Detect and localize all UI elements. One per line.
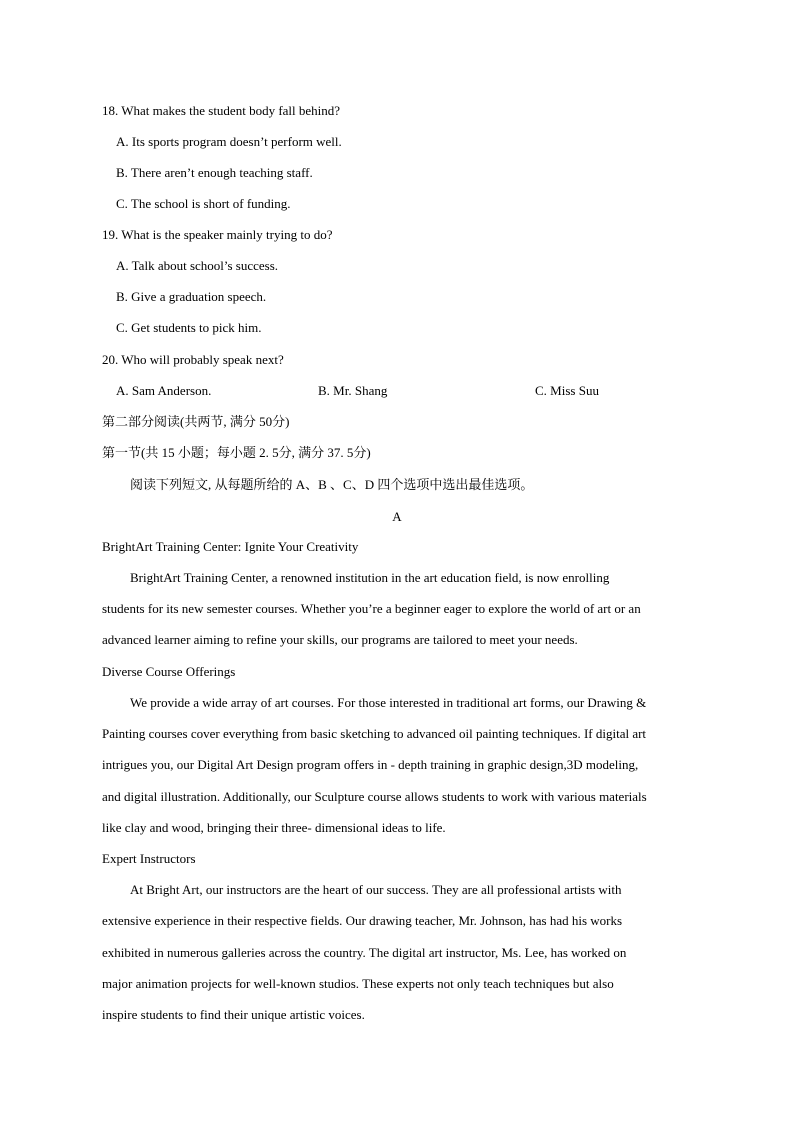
- intro-line-3: advanced learner aiming to refine your skills, our programs are tailored to meet your needs.: [102, 632, 578, 647]
- question-19-stem: 19. What is the speaker mainly trying to do?: [102, 227, 333, 242]
- courses-heading: Diverse Course Offerings: [102, 664, 236, 679]
- section-instruction: 阅读下列短文, 从每题所给的 A、B 、C、D 四个选项中选出最佳选项。: [130, 477, 534, 492]
- question-20-option-c: C. Miss Suu: [535, 383, 599, 398]
- section-title: 第一节(共 15 小题；每小题 2. 5分, 满分 37. 5分): [102, 445, 371, 460]
- question-18-option-a: A. Its sports program doesn’t perform well.: [116, 134, 342, 149]
- instructors-line-1: At Bright Art, our instructors are the heart of our success. They are all professional artists with: [130, 882, 622, 897]
- question-18-option-b: B. There aren’t enough teaching staff.: [116, 165, 313, 180]
- passage-title: BrightArt Training Center: Ignite Your Creativity: [102, 539, 359, 554]
- courses-line-4: and digital illustration. Additionally, our Sculpture course allows students to work with various materials: [102, 789, 647, 804]
- courses-line-1: We provide a wide array of art courses. For those interested in traditional art forms, our Drawing &: [130, 695, 647, 710]
- question-20-option-b: B. Mr. Shang: [318, 383, 388, 398]
- part-title: 第二部分阅读(共两节, 满分 50分): [102, 414, 290, 429]
- intro-line-2: students for its new semester courses. Whether you’re a beginner eager to explore the world of art or an: [102, 601, 641, 616]
- intro-line-1: BrightArt Training Center, a renowned institution in the art education field, is now enrolling: [130, 570, 610, 585]
- instructors-line-3: exhibited in numerous galleries across the country. The digital art instructor, Ms. Lee, has worked on: [102, 945, 627, 960]
- courses-line-2: Painting courses cover everything from basic sketching to advanced oil painting techniques. If digital art: [102, 726, 647, 741]
- question-19-option-c: C. Get students to pick him.: [116, 320, 262, 335]
- passage-label: A: [392, 509, 402, 524]
- question-19-option-b: B. Give a graduation speech.: [116, 289, 267, 304]
- question-19-option-a: A. Talk about school’s success.: [116, 258, 279, 273]
- question-18-option-c: C. The school is short of funding.: [116, 196, 291, 211]
- instructors-line-4: major animation projects for well-known studios. These experts not only teach techniques but also: [102, 976, 614, 991]
- question-18-stem: 18. What makes the student body fall behind?: [102, 103, 341, 118]
- question-20-options: [0, 383, 794, 399]
- question-20-stem: 20. Who will probably speak next?: [102, 352, 284, 367]
- courses-line-5: like clay and wood, bringing their three- dimensional ideas to life.: [102, 820, 446, 835]
- instructors-line-5: inspire students to find their unique artistic voices.: [102, 1007, 365, 1022]
- instructors-line-2: extensive experience in their respective fields. Our drawing teacher, Mr. Johnson, has had his works: [102, 913, 623, 928]
- instructors-heading: Expert Instructors: [102, 851, 196, 866]
- question-20-option-a: A. Sam Anderson.: [116, 383, 212, 398]
- courses-line-3: intrigues you, our Digital Art Design program offers in - depth training in graphic design,3D modeling,: [102, 757, 639, 772]
